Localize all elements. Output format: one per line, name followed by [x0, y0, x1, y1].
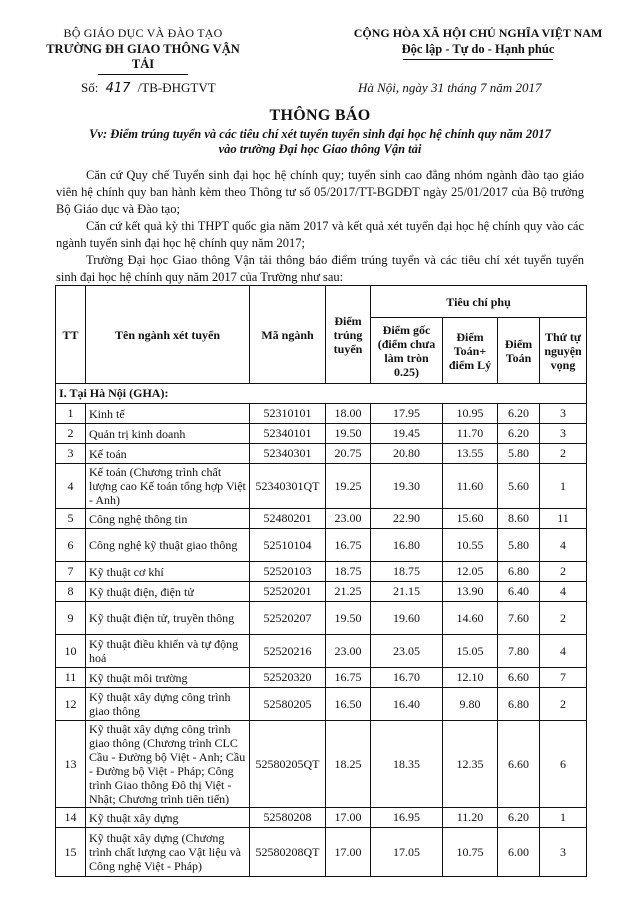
- row-major-code: 52520216: [250, 635, 326, 668]
- row-major-name: Kế toán: [86, 444, 250, 464]
- national-header: [333, 26, 623, 60]
- row-math: 6.20: [498, 404, 540, 424]
- row-raw-score: 20.80: [371, 444, 443, 464]
- row-admission-score: 19.50: [326, 602, 371, 635]
- row-major-name: Kế toán (Chương trình chất lượng cao Kế toán tổng hợp Việt - Anh): [86, 464, 250, 509]
- row-major-name: Công nghệ kỹ thuật giao thông: [86, 529, 250, 562]
- row-raw-score: 16.70: [371, 668, 443, 688]
- doc-number-suffix: /TB-ĐHGTVT: [137, 80, 216, 95]
- row-math-physics: 12.10: [443, 668, 498, 688]
- row-admission-score: 18.25: [326, 721, 371, 808]
- row-math: 6.60: [498, 721, 540, 808]
- row-major-code: 52580205QT: [250, 721, 326, 808]
- row-raw-score: 19.30: [371, 464, 443, 509]
- row-math: 7.80: [498, 635, 540, 668]
- table-row: [56, 721, 587, 808]
- issuer-divider: [98, 74, 188, 75]
- row-math-physics: 13.90: [443, 582, 498, 602]
- row-major-name: Kỹ thuật điện tử, truyền thông: [86, 602, 250, 635]
- row-raw-score: 19.45: [371, 424, 443, 444]
- row-major-code: 52340301: [250, 444, 326, 464]
- row-admission-score: 16.75: [326, 529, 371, 562]
- row-major-name: Quản trị kinh doanh: [86, 424, 250, 444]
- header-raw-score: Điểm gốc (điểm chưa làm tròn 0.25): [371, 318, 443, 384]
- row-math: 6.20: [498, 424, 540, 444]
- row-preference-order: 4: [540, 529, 587, 562]
- row-math-physics: 11.60: [443, 464, 498, 509]
- row-preference-order: 3: [540, 828, 587, 877]
- table-row: [56, 529, 587, 562]
- row-tt: 8: [56, 582, 86, 602]
- row-tt: 15: [56, 828, 86, 877]
- row-major-name: Kỹ thuật xây dựng: [86, 808, 250, 828]
- row-admission-score: 19.50: [326, 424, 371, 444]
- table-row: [56, 562, 587, 582]
- ministry-name: BỘ GIÁO DỤC VÀ ĐÀO TẠO: [63, 26, 223, 40]
- row-admission-score: 21.25: [326, 582, 371, 602]
- row-raw-score: 18.75: [371, 562, 443, 582]
- document-title: THÔNG BÁO: [269, 107, 371, 124]
- row-tt: 11: [56, 668, 86, 688]
- row-major-code: 52520201: [250, 582, 326, 602]
- row-math: 8.60: [498, 509, 540, 529]
- row-admission-score: 18.75: [326, 562, 371, 582]
- row-math: 6.20: [498, 808, 540, 828]
- document-date: Hà Nội, ngày 31 tháng 7 năm 2017: [358, 80, 542, 95]
- row-raw-score: 22.90: [371, 509, 443, 529]
- row-tt: 1: [56, 404, 86, 424]
- row-tt: 9: [56, 602, 86, 635]
- row-tt: 4: [56, 464, 86, 509]
- row-math-physics: 15.60: [443, 509, 498, 529]
- row-tt: 13: [56, 721, 86, 808]
- row-major-code: 52520207: [250, 602, 326, 635]
- row-major-code: 52580205: [250, 688, 326, 721]
- row-raw-score: 19.60: [371, 602, 443, 635]
- row-admission-score: 19.25: [326, 464, 371, 509]
- doc-number-prefix: Số:: [81, 80, 99, 95]
- row-math: 5.80: [498, 529, 540, 562]
- document-number: [81, 80, 216, 96]
- row-major-name: Kỹ thuật xây dựng công trình giao thông (Chương trình CLC Cầu - Đường bộ Việt - Anh; Cầu - Đường bộ Việt - Pháp; Công trình Giao thông Đô thị Việt - Nhật; Chương trình tiên tiến): [86, 721, 250, 808]
- table-row: [56, 828, 587, 877]
- row-major-name: Kỹ thuật xây dựng (Chương trình chất lượng cao Vật liệu và Công nghệ Việt - Pháp): [86, 828, 250, 877]
- row-math-physics: 12.05: [443, 562, 498, 582]
- table-row: [56, 509, 587, 529]
- row-tt: 3: [56, 444, 86, 464]
- row-preference-order: 4: [540, 582, 587, 602]
- table-row: [56, 464, 587, 509]
- paragraph-announcement: Trường Đại học Giao thông Vận tải thông báo điểm trúng tuyển và các tiêu chí xét tuyển tuyển sinh đại học hệ chính quy năm 2017 của Trường như sau:: [56, 253, 584, 284]
- row-math-physics: 10.55: [443, 529, 498, 562]
- row-raw-score: 16.95: [371, 808, 443, 828]
- row-preference-order: 1: [540, 808, 587, 828]
- row-math: 6.00: [498, 828, 540, 877]
- row-admission-score: 23.00: [326, 635, 371, 668]
- admission-table: [55, 285, 587, 877]
- header-admission-score: Điểm trúng tuyển: [326, 286, 371, 384]
- row-raw-score: 17.05: [371, 828, 443, 877]
- row-math: 6.80: [498, 688, 540, 721]
- table-row: [56, 444, 587, 464]
- row-major-code: 52520103: [250, 562, 326, 582]
- row-raw-score: 17.95: [371, 404, 443, 424]
- row-major-name: Kỹ thuật điều khiển và tự động hoá: [86, 635, 250, 668]
- header-math-physics: Điểm Toán+ điểm Lý: [443, 318, 498, 384]
- row-admission-score: 16.50: [326, 688, 371, 721]
- row-raw-score: 16.40: [371, 688, 443, 721]
- row-major-code: 52580208QT: [250, 828, 326, 877]
- section-hanoi: I. Tại Hà Nội (GHA):: [56, 384, 587, 404]
- motto-divider: [403, 59, 553, 60]
- row-math-physics: 11.70: [443, 424, 498, 444]
- row-preference-order: 2: [540, 688, 587, 721]
- row-admission-score: 23.00: [326, 509, 371, 529]
- row-major-code: 52310101: [250, 404, 326, 424]
- row-major-code: 52510104: [250, 529, 326, 562]
- row-admission-score: 20.75: [326, 444, 371, 464]
- table-row: [56, 808, 587, 828]
- paragraph-legal-basis-2: Căn cứ kết quả kỳ thi THPT quốc gia năm 2017 và kết quả xét tuyển đại học hệ chính quy vào các ngành tuyển sinh đại học hệ chính quy năm 2017;: [56, 219, 584, 250]
- row-math: 6.80: [498, 562, 540, 582]
- row-tt: 7: [56, 562, 86, 582]
- issuer-block: [38, 26, 248, 75]
- row-preference-order: 2: [540, 602, 587, 635]
- table-row: [56, 424, 587, 444]
- republic-name: CỘNG HÒA XÃ HỘI CHỦ NGHĨA VIỆT NAM: [353, 26, 603, 40]
- row-preference-order: 3: [540, 424, 587, 444]
- row-math-physics: 10.75: [443, 828, 498, 877]
- row-tt: 5: [56, 509, 86, 529]
- row-major-name: Kinh tế: [86, 404, 250, 424]
- header-tt: TT: [56, 286, 86, 384]
- row-math: 6.40: [498, 582, 540, 602]
- document-subject: [60, 127, 580, 157]
- row-major-code: 52340101: [250, 424, 326, 444]
- row-math: 7.60: [498, 602, 540, 635]
- row-preference-order: 7: [540, 668, 587, 688]
- row-raw-score: 21.15: [371, 582, 443, 602]
- row-admission-score: 16.75: [326, 668, 371, 688]
- national-motto: Độc lập - Tự do - Hạnh phúc: [401, 42, 555, 56]
- header-sub-criteria: Tiêu chí phụ: [371, 286, 587, 318]
- row-math: 6.60: [498, 668, 540, 688]
- row-preference-order: 2: [540, 444, 587, 464]
- row-major-name: Kỹ thuật cơ khí: [86, 562, 250, 582]
- table-row: [56, 602, 587, 635]
- row-tt: 14: [56, 808, 86, 828]
- row-major-name: Kỹ thuật xây dựng công trình giao thông: [86, 688, 250, 721]
- header-major-code: Mã ngành: [250, 286, 326, 384]
- row-major-code: 52340301QT: [250, 464, 326, 509]
- table-row: [56, 635, 587, 668]
- table-row: [56, 582, 587, 602]
- school-name: TRƯỜNG ĐH GIAO THÔNG VẬN TẢI: [46, 42, 240, 71]
- table-row: [56, 404, 587, 424]
- row-tt: 2: [56, 424, 86, 444]
- row-admission-score: 17.00: [326, 828, 371, 877]
- row-math-physics: 11.20: [443, 808, 498, 828]
- header-math: Điểm Toán: [498, 318, 540, 384]
- row-preference-order: 6: [540, 721, 587, 808]
- table-row: [56, 688, 587, 721]
- row-major-code: 52580208: [250, 808, 326, 828]
- subject-line-2: vào trường Đại học Giao thông Vận tải: [218, 142, 422, 156]
- row-math-physics: 13.55: [443, 444, 498, 464]
- subject-line-1: Vv: Điểm trúng tuyển và các tiêu chí xét tuyển tuyển sinh đại học hệ chính quy năm 2017: [89, 127, 551, 141]
- row-major-name: Kỹ thuật môi trường: [86, 668, 250, 688]
- row-tt: 10: [56, 635, 86, 668]
- header-major-name: Tên ngành xét tuyển: [86, 286, 250, 384]
- row-preference-order: 1: [540, 464, 587, 509]
- paragraph-legal-basis-1: Căn cứ Quy chế Tuyển sinh đại học hệ chính quy; tuyển sinh cao đẳng nhóm ngành đào tạo giáo viên hệ chính quy ban hành kèm theo Thông tư số 05/2017/TT-BGDĐT ngày 25/01/2017 của Bộ trưởng Bộ Giáo dục và Đào tạo;: [56, 168, 584, 216]
- row-raw-score: 16.80: [371, 529, 443, 562]
- row-raw-score: 18.35: [371, 721, 443, 808]
- row-major-name: Kỹ thuật điện, điện tử: [86, 582, 250, 602]
- row-tt: 12: [56, 688, 86, 721]
- doc-number-handwritten: 417: [105, 81, 131, 96]
- row-math: 5.60: [498, 464, 540, 509]
- row-preference-order: 2: [540, 562, 587, 582]
- row-math-physics: 10.95: [443, 404, 498, 424]
- row-preference-order: 4: [540, 635, 587, 668]
- table-row: [56, 668, 587, 688]
- row-math-physics: 9.80: [443, 688, 498, 721]
- row-math-physics: 12.35: [443, 721, 498, 808]
- row-admission-score: 17.00: [326, 808, 371, 828]
- row-preference-order: 3: [540, 404, 587, 424]
- document-body: [56, 167, 584, 286]
- row-tt: 6: [56, 529, 86, 562]
- row-math: 5.80: [498, 444, 540, 464]
- row-math-physics: 14.60: [443, 602, 498, 635]
- row-admission-score: 18.00: [326, 404, 371, 424]
- row-major-code: 52480201: [250, 509, 326, 529]
- row-math-physics: 15.05: [443, 635, 498, 668]
- row-preference-order: 11: [540, 509, 587, 529]
- row-major-code: 52520320: [250, 668, 326, 688]
- row-major-name: Công nghệ thông tin: [86, 509, 250, 529]
- header-preference-order: Thứ tự nguyện vọng: [540, 318, 587, 384]
- row-raw-score: 23.05: [371, 635, 443, 668]
